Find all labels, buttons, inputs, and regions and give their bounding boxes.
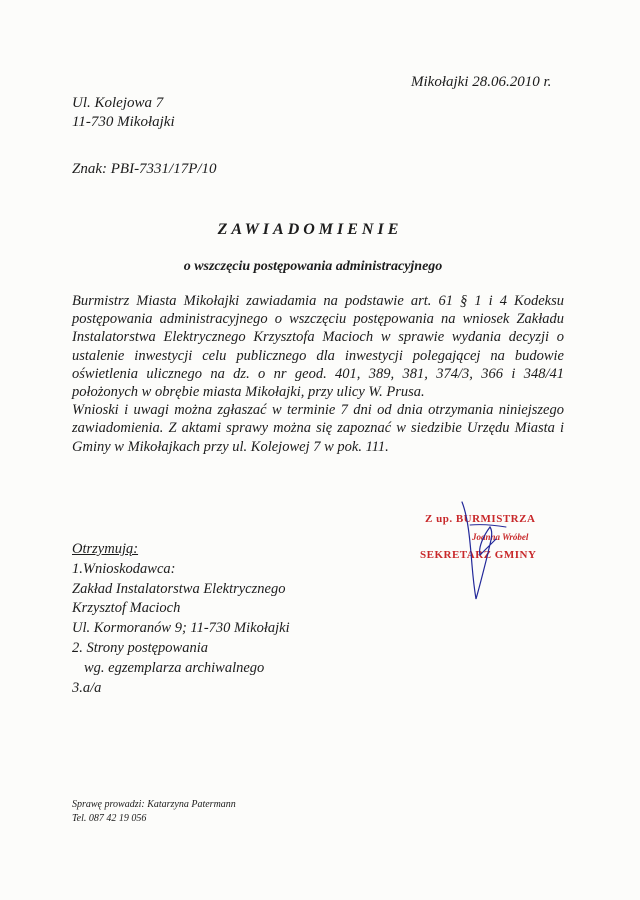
recipient-item: 1.Wnioskodawca: [72,560,176,577]
recipients-title: Otrzymują: [72,541,139,557]
recipient-item: 3.a/a [72,679,102,696]
stamp-line-authority: Z up. BURMISTRZA [425,513,536,525]
body-paragraph-1: Burmistrz Miasta Mikołajki zawiadamia na podstawie art. 61 § 1 i 4 Kodeksu postępowania administracyjnego o wszczęciu postępowania na wniosek Zakładu Instalatorstwa Elektrycznego Krzysztofa Macioch w sprawie wydania decyzji o ustalenie inwestycji celu publicznego dla inwestycji polegającej na budowie oświetlenia ulicznego na dz. o nr geod. 401, 389, 381, 374/3, 366 i 348/41 położonych w obrębie miasta Mikołajki, przy ulicy W. Prusa. [72,293,564,401]
phone-number: Tel. 087 42 19 056 [72,813,147,824]
body-paragraph-2: Wnioski i uwagi można zgłaszać w terminie 7 dni od dnia otrzymania niniejszego zawiadomienia. Z aktami sprawy można się zapoznać w siedzibie Urzędu Miasta i Gminy w Mikołajkach przy ul. Kolejowej 7 w pok. 111. [72,402,564,455]
recipient-item: Ul. Kormoranów 9; 11-730 Mikołajki [72,620,290,637]
case-handler-footer [72,798,236,826]
stamp-line-name: Joanna Wróbel [472,532,529,542]
recipient-item: wg. egzemplarza archiwalnego [84,659,265,676]
stamp-line-title: SEKRETARZ GMINY [420,549,537,561]
recipients-list [72,540,290,698]
recipient-item: Krzysztof Macioch [72,600,181,617]
case-handler: Sprawę prowadzi: Katarzyna Patermann [72,799,236,810]
recipient-item: 2. Strony postępowania [72,639,209,656]
document-title: ZAWIADOMIENIE [217,221,403,238]
recipient-item: Zakład Instalatorstwa Elektrycznego [72,580,286,597]
official-stamp [410,495,585,610]
reference-number: Znak: PBI-7331/17P/10 [72,161,217,177]
sender-address [72,94,175,132]
document-subtitle: o wszczęciu postępowania administracyjnego [183,259,443,274]
place-date: Mikołajki 28.06.2010 r. [411,74,552,90]
address-street: Ul. Kolejowa 7 [72,95,164,111]
notice-body [72,292,564,456]
address-city: 11-730 Mikołajki [72,114,175,130]
handwritten-signature [410,495,585,610]
